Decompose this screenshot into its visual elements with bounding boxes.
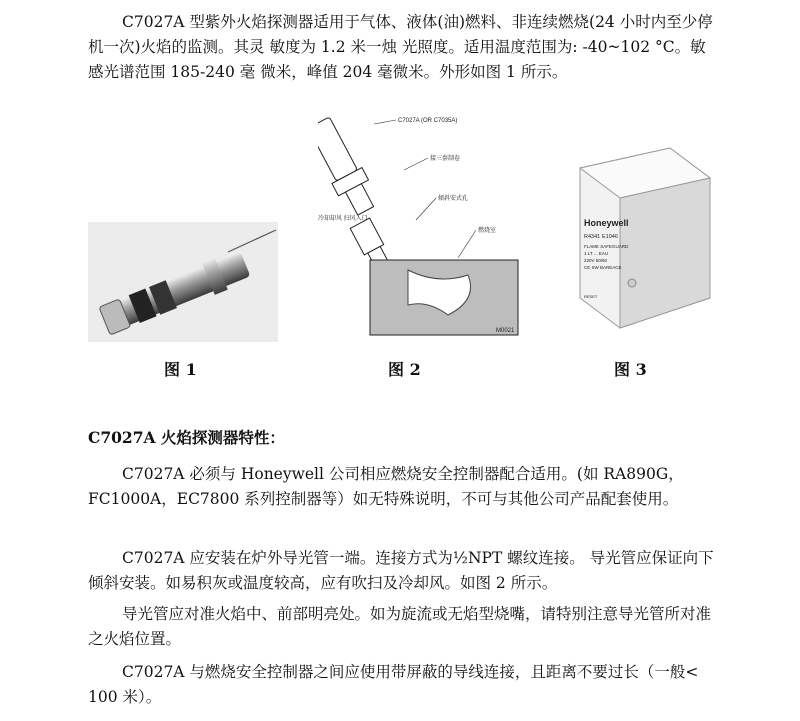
fig2-label-4: 燃烧室 (478, 228, 497, 234)
paragraph-2: C7027A 应安装在炉外导光管一端。连接方式为½NPT 螺纹连接。 导光管应保证向下倾斜安装。如易积灰或温度较高，应有吹扫及冷却风。如图 2 所示。 (88, 549, 714, 592)
fig3-brand: Honeywell (584, 218, 629, 228)
section-title: C7027A 火焰探测器特性： (88, 428, 285, 447)
fig3-spec4: CE SW BAREACE (584, 265, 622, 270)
paragraph-4: C7027A 与燃烧安全控制器之间应使用带屏蔽的导线连接，且距离不要过长（一般< 100 米）。 (88, 663, 699, 706)
fig3-spec3: 220V 50/60 (584, 258, 608, 263)
intro-paragraph: C7027A 型紫外火焰探测器适用于气体、液体(油)燃料、非连续燃烧(24 小时内至少停机一次)火焰的监测。其灵 敏度为 1.2 米一烛 光照度。适用温度范围为: -40~102 °C。敏感光谱范围 185-240 毫 微米，峰值 204 毫微米。外形如图 1 所示。 (88, 13, 713, 81)
figure-1-caption: 图 1 (164, 360, 197, 379)
fig2-label-3: 冷却却风 扫风入口 (318, 216, 368, 222)
fig2-label-code: M0021 (496, 328, 515, 334)
figure-3-caption: 图 3 (614, 360, 647, 379)
reset-button-icon (628, 279, 636, 287)
fig3-small: RESET (584, 294, 598, 299)
figure-3-controller-photo (560, 138, 720, 338)
fig2-label-2: 傾斜安式孔 (438, 196, 469, 202)
figure-2-caption: 图 2 (388, 360, 421, 379)
figure-1-sensor-photo (88, 222, 278, 342)
figure-2-installation-diagram (318, 100, 528, 345)
fig3-code2: E1046 (602, 234, 618, 240)
paragraph-3: 导光管应对准火焰中、前部明亮处。如为旋流或无焰型烧嘴，请特别注意导光管所对准之火焰位置。 (88, 605, 712, 648)
fig2-label-1: 接三套制卷 (430, 156, 461, 162)
fig2-label-model: C7027A (OR C7035A) (398, 118, 458, 124)
fig3-spec1: FLAME SAFEGUARD (584, 244, 629, 249)
fig3-spec2: 1 LT ... EAU (584, 251, 609, 256)
fig3-code1: R4341 (584, 234, 601, 240)
paragraph-1: C7027A 必须与 Honeywell 公司相应燃烧安全控制器配合适用。(如 RA890G，FC1000A，EC7800 系列控制器等）如无特殊说明，不可与其他公司产品配套使用。 (88, 465, 684, 508)
